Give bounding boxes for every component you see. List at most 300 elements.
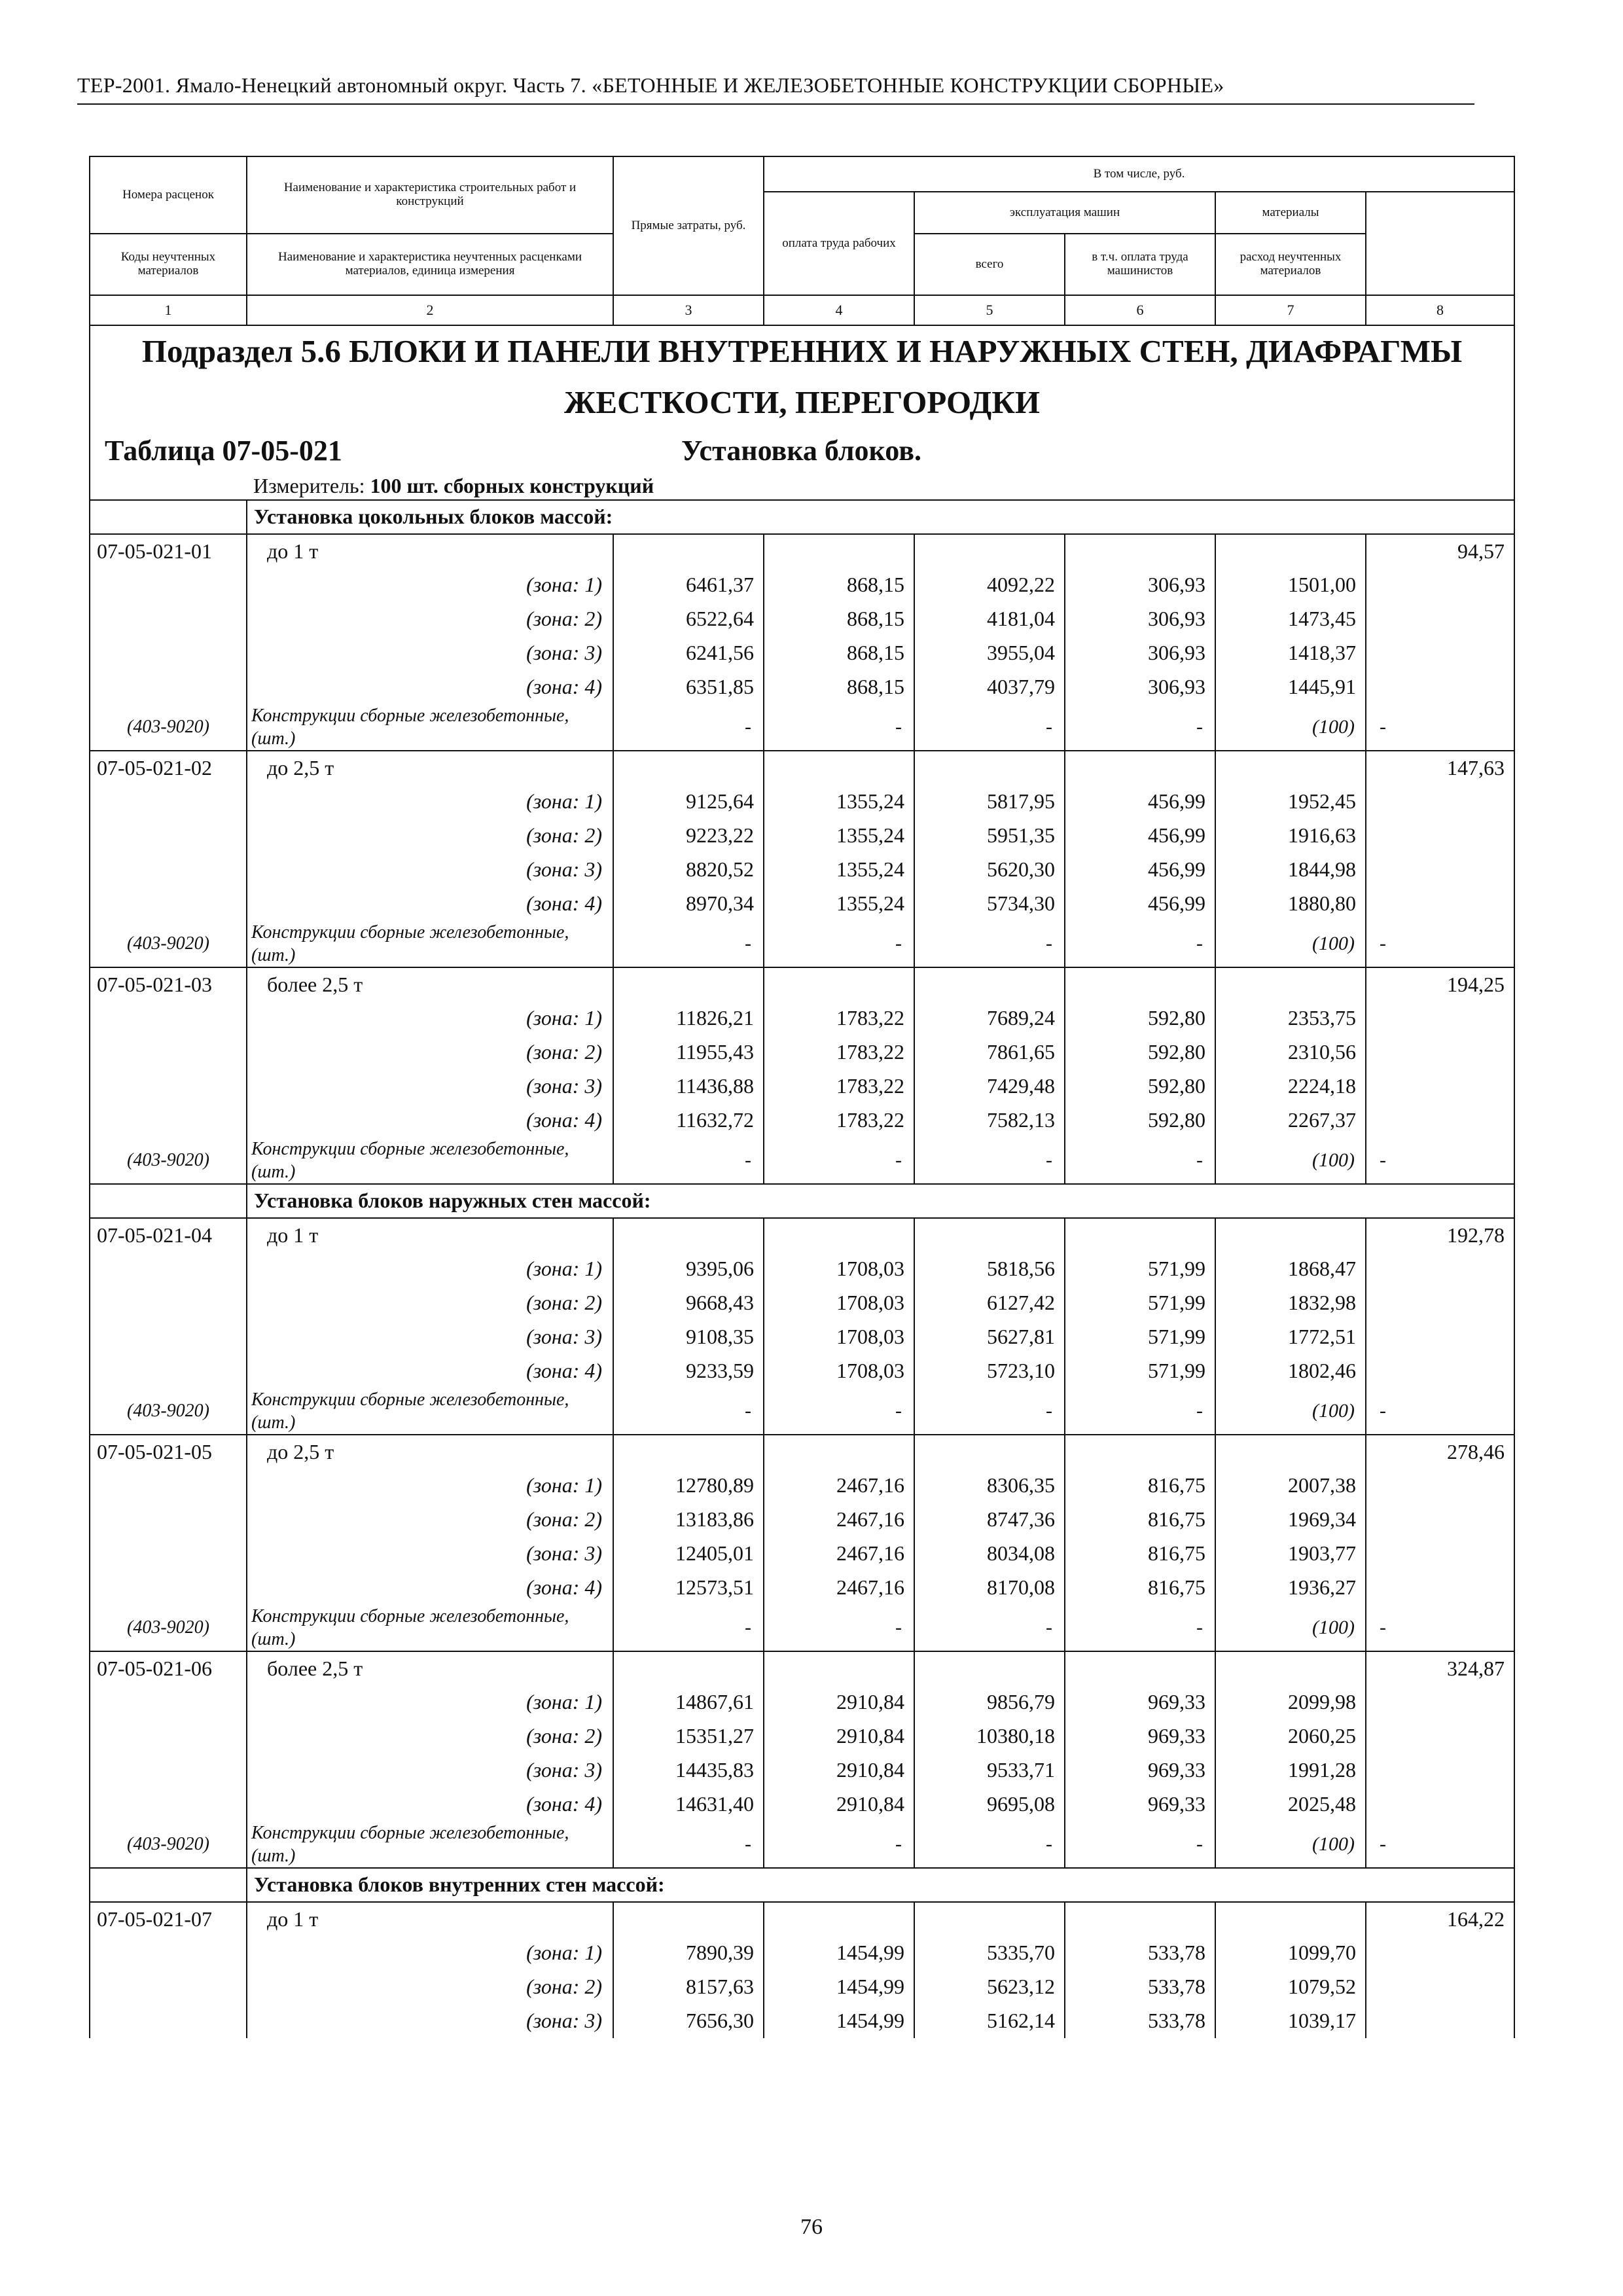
- machines-cost: 9533,71: [914, 1753, 1065, 1787]
- operators-wages: 306,93: [1065, 636, 1215, 670]
- zone-label: (зона: 2): [247, 1035, 613, 1069]
- zone-row: [90, 636, 1514, 670]
- direct-cost: 13183,86: [613, 1503, 764, 1537]
- labor-spacer: [1366, 1970, 1514, 2004]
- dash-cell: -: [1366, 1605, 1514, 1651]
- machines-cost: 8034,08: [914, 1537, 1065, 1571]
- empty-cell: [764, 1218, 914, 1252]
- machines-cost: 8747,36: [914, 1503, 1065, 1537]
- column-number-row: [90, 295, 1514, 325]
- dash-cell: -: [613, 1605, 764, 1651]
- group-row: [90, 1868, 1514, 1902]
- machines-cost: 7429,48: [914, 1069, 1065, 1103]
- materials-cost: 1969,34: [1215, 1503, 1366, 1537]
- zone-row: [90, 1719, 1514, 1753]
- material-quantity: (100): [1215, 1821, 1366, 1868]
- rate-title: до 1 т: [247, 1218, 613, 1252]
- wages-cost: 2910,84: [764, 1685, 914, 1719]
- direct-cost: 14631,40: [613, 1787, 764, 1821]
- operators-wages: 969,33: [1065, 1719, 1215, 1753]
- materials-cost: 1079,52: [1215, 1970, 1366, 2004]
- header-col4: оплата труда рабочих: [764, 192, 914, 295]
- labor-spacer: [1366, 853, 1514, 887]
- empty-cell: [613, 1435, 764, 1469]
- zone-label: (зона: 2): [247, 1970, 613, 2004]
- direct-cost: 11436,88: [613, 1069, 764, 1103]
- labor-cost: 192,78: [1366, 1218, 1514, 1252]
- labor-spacer: [1366, 1936, 1514, 1970]
- empty-cell: [613, 1651, 764, 1685]
- rate-title: до 1 т: [247, 1902, 613, 1936]
- operators-wages: 533,78: [1065, 1936, 1215, 1970]
- code-spacer: [90, 887, 247, 921]
- zone-label: (зона: 3): [247, 636, 613, 670]
- empty-cell: [1215, 1218, 1366, 1252]
- dash-cell: -: [1366, 1388, 1514, 1435]
- measure-row: [90, 473, 1514, 500]
- materials-cost: 1903,77: [1215, 1537, 1366, 1571]
- rate-code: 07-05-021-05: [90, 1435, 247, 1469]
- column-number: 8: [1366, 295, 1514, 325]
- direct-cost: 9223,22: [613, 819, 764, 853]
- empty-cell: [764, 967, 914, 1001]
- group-row: [90, 500, 1514, 534]
- rate-code: 07-05-021-04: [90, 1218, 247, 1252]
- zone-row: [90, 785, 1514, 819]
- material-name: Конструкции сборные железобетонные, (шт.): [247, 704, 613, 751]
- labor-spacer: [1366, 1320, 1514, 1354]
- zone-label: (зона: 4): [247, 1787, 613, 1821]
- code-spacer: [90, 1252, 247, 1286]
- machines-cost: 7689,24: [914, 1001, 1065, 1035]
- zone-label: (зона: 1): [247, 1936, 613, 1970]
- dash-cell: -: [914, 1388, 1065, 1435]
- zone-label: (зона: 3): [247, 1753, 613, 1787]
- labor-cost: 278,46: [1366, 1435, 1514, 1469]
- material-row: [90, 1605, 1514, 1651]
- wages-cost: 1355,24: [764, 887, 914, 921]
- zone-label: (зона: 1): [247, 1001, 613, 1035]
- dash-cell: -: [613, 921, 764, 967]
- material-code: (403-9020): [90, 704, 247, 751]
- rate-code: 07-05-021-06: [90, 1651, 247, 1685]
- code-spacer: [90, 670, 247, 704]
- code-spacer: [90, 1035, 247, 1069]
- group-title: Установка цокольных блоков массой:: [247, 500, 1514, 534]
- operators-wages: 306,93: [1065, 670, 1215, 704]
- operators-wages: 816,75: [1065, 1571, 1215, 1605]
- measure-label: Измеритель:: [253, 474, 370, 498]
- machines-cost: 10380,18: [914, 1719, 1065, 1753]
- direct-cost: 9668,43: [613, 1286, 764, 1320]
- materials-cost: 1501,00: [1215, 568, 1366, 602]
- labor-spacer: [1366, 1286, 1514, 1320]
- direct-cost: 12573,51: [613, 1571, 764, 1605]
- labor-spacer: [1366, 1069, 1514, 1103]
- dash-cell: -: [1065, 921, 1215, 967]
- machines-cost: 5623,12: [914, 1970, 1065, 2004]
- column-number: 5: [914, 295, 1065, 325]
- zone-row: [90, 568, 1514, 602]
- empty-cell: [1215, 1435, 1366, 1469]
- zone-label: (зона: 2): [247, 1719, 613, 1753]
- materials-cost: 2099,98: [1215, 1685, 1366, 1719]
- machines-cost: 5818,56: [914, 1252, 1065, 1286]
- wages-cost: 1783,22: [764, 1001, 914, 1035]
- group-title: Установка блоков внутренних стен массой:: [247, 1868, 1514, 1902]
- empty-cell: [613, 534, 764, 568]
- zone-row: [90, 1685, 1514, 1719]
- operators-wages: 533,78: [1065, 2004, 1215, 2038]
- material-row: [90, 1138, 1514, 1184]
- empty-cell: [914, 1435, 1065, 1469]
- empty-cell: [613, 751, 764, 785]
- wages-cost: 1708,03: [764, 1354, 914, 1388]
- labor-cost: 164,22: [1366, 1902, 1514, 1936]
- wages-cost: 1454,99: [764, 1970, 914, 2004]
- measure-value: 100 шт. сборных конструкций: [370, 474, 654, 498]
- labor-spacer: [1366, 636, 1514, 670]
- dash-cell: -: [764, 704, 914, 751]
- wages-cost: 868,15: [764, 636, 914, 670]
- labor-spacer: [1366, 1787, 1514, 1821]
- column-number: 2: [247, 295, 613, 325]
- empty-cell: [1065, 1651, 1215, 1685]
- column-number: 1: [90, 295, 247, 325]
- code-spacer: [90, 1753, 247, 1787]
- machines-cost: 4092,22: [914, 568, 1065, 602]
- machines-cost: 7582,13: [914, 1103, 1065, 1138]
- zone-row: [90, 853, 1514, 887]
- dash-cell: -: [1065, 1605, 1215, 1651]
- materials-cost: 2353,75: [1215, 1001, 1366, 1035]
- dash-cell: -: [914, 921, 1065, 967]
- materials-cost: 2310,56: [1215, 1035, 1366, 1069]
- zone-label: (зона: 2): [247, 1503, 613, 1537]
- machines-cost: 7861,65: [914, 1035, 1065, 1069]
- operators-wages: 571,99: [1065, 1252, 1215, 1286]
- wages-cost: 1454,99: [764, 1936, 914, 1970]
- wages-cost: 2467,16: [764, 1537, 914, 1571]
- dash-cell: -: [613, 1821, 764, 1868]
- material-name: Конструкции сборные железобетонные, (шт.): [247, 1388, 613, 1435]
- materials-cost: 1936,27: [1215, 1571, 1366, 1605]
- header-col2-bottom: Наименование и характеристика неучтенных расценками материалов, единица измерения: [247, 234, 613, 295]
- header-col6: в т.ч. оплата труда машинистов: [1065, 234, 1215, 295]
- group-code-spacer: [90, 500, 247, 534]
- dash-cell: -: [764, 1821, 914, 1868]
- column-number: 7: [1215, 295, 1366, 325]
- labor-spacer: [1366, 1354, 1514, 1388]
- empty-cell: [764, 1435, 914, 1469]
- dash-cell: -: [1065, 1821, 1215, 1868]
- code-spacer: [90, 568, 247, 602]
- materials-cost: 1868,47: [1215, 1252, 1366, 1286]
- machines-cost: 3955,04: [914, 636, 1065, 670]
- wages-cost: 2910,84: [764, 1719, 914, 1753]
- dash-cell: -: [764, 1605, 914, 1651]
- header-col7: расход неучтенных материалов: [1215, 234, 1366, 295]
- empty-cell: [914, 1902, 1065, 1936]
- subsection-row: [90, 325, 1514, 429]
- operators-wages: 571,99: [1065, 1354, 1215, 1388]
- rate-title: более 2,5 т: [247, 967, 613, 1001]
- wages-cost: 1355,24: [764, 819, 914, 853]
- zone-row: [90, 602, 1514, 636]
- machines-cost: 5627,81: [914, 1320, 1065, 1354]
- operators-wages: 571,99: [1065, 1286, 1215, 1320]
- machines-cost: 9856,79: [914, 1685, 1065, 1719]
- labor-spacer: [1366, 1719, 1514, 1753]
- empty-cell: [1215, 1902, 1366, 1936]
- direct-cost: 14435,83: [613, 1753, 764, 1787]
- direct-cost: 12405,01: [613, 1537, 764, 1571]
- table-title-row: [90, 429, 1514, 473]
- table-code: Таблица 07-05-021: [90, 429, 764, 473]
- empty-cell: [613, 1902, 764, 1936]
- wages-cost: 1783,22: [764, 1035, 914, 1069]
- materials-cost: 1099,70: [1215, 1936, 1366, 1970]
- rate-row: [90, 1902, 1514, 1936]
- direct-cost: 6461,37: [613, 568, 764, 602]
- empty-cell: [764, 534, 914, 568]
- dash-cell: -: [764, 1138, 914, 1184]
- empty-cell: [764, 751, 914, 785]
- materials-cost: 1039,17: [1215, 2004, 1366, 2038]
- rate-title: до 1 т: [247, 534, 613, 568]
- header-row-1: [90, 156, 1514, 192]
- material-row: [90, 1821, 1514, 1868]
- direct-cost: 6241,56: [613, 636, 764, 670]
- labor-spacer: [1366, 1503, 1514, 1537]
- empty-cell: [613, 967, 764, 1001]
- code-spacer: [90, 785, 247, 819]
- subsection-title-line2: ЖЕСТКОСТИ, ПЕРЕГОРОДКИ: [563, 384, 1041, 421]
- labor-spacer: [1366, 1537, 1514, 1571]
- zone-label: (зона: 3): [247, 2004, 613, 2038]
- zone-row: [90, 1503, 1514, 1537]
- group-title: Установка блоков наружных стен массой:: [247, 1184, 1514, 1218]
- empty-cell: [764, 1902, 914, 1936]
- labor-spacer: [1366, 1103, 1514, 1138]
- labor-spacer: [1366, 887, 1514, 921]
- material-quantity: (100): [1215, 1605, 1366, 1651]
- wages-cost: 1783,22: [764, 1103, 914, 1138]
- materials-cost: 1952,45: [1215, 785, 1366, 819]
- direct-cost: 12780,89: [613, 1469, 764, 1503]
- code-spacer: [90, 1320, 247, 1354]
- operators-wages: 456,99: [1065, 785, 1215, 819]
- zone-label: (зона: 1): [247, 1252, 613, 1286]
- group-row: [90, 1184, 1514, 1218]
- rate-title: до 2,5 т: [247, 751, 613, 785]
- dash-cell: -: [914, 704, 1065, 751]
- column-number: 3: [613, 295, 764, 325]
- group-code-spacer: [90, 1184, 247, 1218]
- machines-cost: 4037,79: [914, 670, 1065, 704]
- zone-row: [90, 1252, 1514, 1286]
- running-header: ТЕР-2001. Ямало-Ненецкий автономный округ. Часть 7. «БЕТОННЫЕ И ЖЕЛЕЗОБЕТОННЫЕ КОНСТРУКЦИИ СБОРНЫЕ»: [77, 73, 1224, 97]
- operators-wages: 592,80: [1065, 1069, 1215, 1103]
- zone-row: [90, 1537, 1514, 1571]
- rate-row: [90, 1651, 1514, 1685]
- direct-cost: 6522,64: [613, 602, 764, 636]
- zone-label: (зона: 2): [247, 819, 613, 853]
- machines-cost: 5723,10: [914, 1354, 1065, 1388]
- dash-cell: -: [1366, 1138, 1514, 1184]
- header-col2-top: Наименование и характеристика строительных работ и конструкций: [247, 156, 613, 234]
- materials-cost: 1418,37: [1215, 636, 1366, 670]
- zone-row: [90, 1970, 1514, 2004]
- rate-row: [90, 1435, 1514, 1469]
- labor-spacer: [1366, 602, 1514, 636]
- direct-cost: 9108,35: [613, 1320, 764, 1354]
- dash-cell: -: [914, 1605, 1065, 1651]
- material-row: [90, 704, 1514, 751]
- material-quantity: (100): [1215, 921, 1366, 967]
- direct-cost: 15351,27: [613, 1719, 764, 1753]
- subsection-title-line1: Подраздел 5.6 БЛОКИ И ПАНЕЛИ ВНУТРЕННИХ И НАРУЖНЫХ СТЕН, ДИАФРАГМЫ: [141, 333, 1463, 369]
- materials-cost: 2224,18: [1215, 1069, 1366, 1103]
- material-quantity: (100): [1215, 1138, 1366, 1184]
- empty-cell: [914, 1651, 1065, 1685]
- empty-cell: [1065, 1218, 1215, 1252]
- code-spacer: [90, 819, 247, 853]
- operators-wages: 306,93: [1065, 602, 1215, 636]
- labor-spacer: [1366, 1685, 1514, 1719]
- direct-cost: 9233,59: [613, 1354, 764, 1388]
- code-spacer: [90, 853, 247, 887]
- materials-cost: 2007,38: [1215, 1469, 1366, 1503]
- empty-cell: [764, 1651, 914, 1685]
- empty-cell: [613, 1218, 764, 1252]
- operators-wages: 969,33: [1065, 1685, 1215, 1719]
- operators-wages: 816,75: [1065, 1503, 1215, 1537]
- material-code: (403-9020): [90, 1388, 247, 1435]
- zone-label: (зона: 1): [247, 1685, 613, 1719]
- labor-spacer: [1366, 819, 1514, 853]
- labor-spacer: [1366, 670, 1514, 704]
- materials-cost: 1802,46: [1215, 1354, 1366, 1388]
- labor-cost: 194,25: [1366, 967, 1514, 1001]
- material-name: Конструкции сборные железобетонные, (шт.): [247, 1605, 613, 1651]
- code-spacer: [90, 636, 247, 670]
- wages-cost: 2467,16: [764, 1503, 914, 1537]
- zone-label: (зона: 3): [247, 1537, 613, 1571]
- empty-cell: [1215, 967, 1366, 1001]
- zone-row: [90, 1069, 1514, 1103]
- materials-cost: 1772,51: [1215, 1320, 1366, 1354]
- material-code: (403-9020): [90, 1605, 247, 1651]
- zone-row: [90, 670, 1514, 704]
- labor-cost: 94,57: [1366, 534, 1514, 568]
- empty-cell: [914, 751, 1065, 785]
- dash-cell: -: [1366, 1821, 1514, 1868]
- material-code: (403-9020): [90, 921, 247, 967]
- zone-row: [90, 1354, 1514, 1388]
- materials-cost: 1844,98: [1215, 853, 1366, 887]
- direct-cost: 6351,85: [613, 670, 764, 704]
- dash-cell: -: [914, 1138, 1065, 1184]
- machines-cost: 8170,08: [914, 1571, 1065, 1605]
- code-spacer: [90, 1069, 247, 1103]
- header-rule: [77, 103, 1474, 105]
- code-spacer: [90, 1469, 247, 1503]
- direct-cost: 8157,63: [613, 1970, 764, 2004]
- code-spacer: [90, 1354, 247, 1388]
- rate-code: 07-05-021-03: [90, 967, 247, 1001]
- materials-cost: 2060,25: [1215, 1719, 1366, 1753]
- zone-row: [90, 1286, 1514, 1320]
- machines-cost: 5817,95: [914, 785, 1065, 819]
- materials-cost: 1473,45: [1215, 602, 1366, 636]
- direct-cost: 8970,34: [613, 887, 764, 921]
- zone-row: [90, 1103, 1514, 1138]
- code-spacer: [90, 602, 247, 636]
- operators-wages: 456,99: [1065, 887, 1215, 921]
- material-name: Конструкции сборные железобетонные, (шт.): [247, 1138, 613, 1184]
- zone-row: [90, 1787, 1514, 1821]
- machines-cost: 5620,30: [914, 853, 1065, 887]
- machines-cost: 6127,42: [914, 1286, 1065, 1320]
- empty-cell: [1215, 534, 1366, 568]
- code-spacer: [90, 1685, 247, 1719]
- labor-spacer: [1366, 568, 1514, 602]
- code-spacer: [90, 1571, 247, 1605]
- materials-cost: 1916,63: [1215, 819, 1366, 853]
- direct-cost: 8820,52: [613, 853, 764, 887]
- materials-cost: 1445,91: [1215, 670, 1366, 704]
- dash-cell: -: [1366, 704, 1514, 751]
- operators-wages: 816,75: [1065, 1537, 1215, 1571]
- wages-cost: 2910,84: [764, 1787, 914, 1821]
- zone-row: [90, 1571, 1514, 1605]
- zone-label: (зона: 1): [247, 568, 613, 602]
- materials-cost: 1991,28: [1215, 1753, 1366, 1787]
- header-group-machines: эксплуатация машин: [914, 192, 1215, 234]
- zone-row: [90, 819, 1514, 853]
- materials-cost: 1880,80: [1215, 887, 1366, 921]
- wages-cost: 2467,16: [764, 1571, 914, 1605]
- operators-wages: 969,33: [1065, 1753, 1215, 1787]
- dash-cell: -: [1065, 1388, 1215, 1435]
- dash-cell: -: [764, 1388, 914, 1435]
- operators-wages: 456,99: [1065, 853, 1215, 887]
- wages-cost: 1355,24: [764, 785, 914, 819]
- material-code: (403-9020): [90, 1821, 247, 1868]
- rate-row: [90, 534, 1514, 568]
- dash-cell: -: [613, 1138, 764, 1184]
- wages-cost: 1355,24: [764, 853, 914, 887]
- labor-spacer: [1366, 785, 1514, 819]
- header-col1-top: Номера расценок: [90, 156, 247, 234]
- wages-cost: 1783,22: [764, 1069, 914, 1103]
- labor-spacer: [1366, 1001, 1514, 1035]
- rate-code: 07-05-021-01: [90, 534, 247, 568]
- empty-cell: [914, 1218, 1065, 1252]
- direct-cost: 11826,21: [613, 1001, 764, 1035]
- zone-row: [90, 1035, 1514, 1069]
- material-quantity: (100): [1215, 1388, 1366, 1435]
- code-spacer: [90, 1719, 247, 1753]
- zone-row: [90, 1469, 1514, 1503]
- materials-cost: 1832,98: [1215, 1286, 1366, 1320]
- rate-title: до 2,5 т: [247, 1435, 613, 1469]
- rate-row: [90, 1218, 1514, 1252]
- machines-cost: 5734,30: [914, 887, 1065, 921]
- machines-cost: 5335,70: [914, 1936, 1065, 1970]
- direct-cost: 9125,64: [613, 785, 764, 819]
